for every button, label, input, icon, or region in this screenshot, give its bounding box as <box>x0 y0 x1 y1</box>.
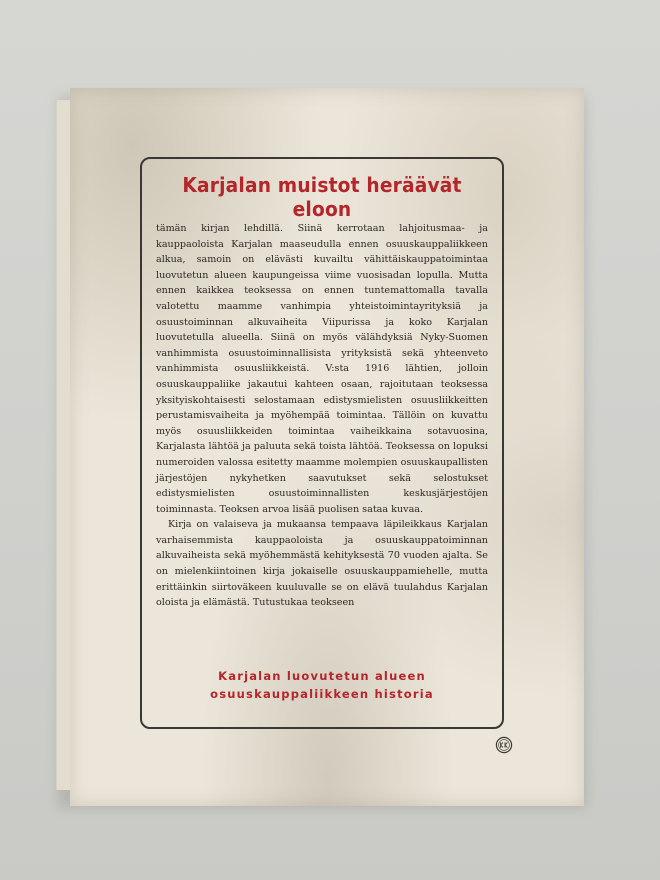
cover-blurb <box>156 221 488 611</box>
text-frame <box>140 157 504 729</box>
book-subtitle <box>142 667 502 703</box>
book-back-cover <box>70 88 584 806</box>
cover-title: Karjalan muistot heräävät eloon <box>182 173 462 221</box>
book-subtitle-line-1: Karjalan luovutetun alueen <box>218 669 426 683</box>
publisher-logo-icon <box>495 736 513 754</box>
book-subtitle-line-2: osuuskauppaliikkeen historia <box>210 687 434 701</box>
blurb-paragraph-2: Kirja on valaiseva ja mukaansa tempaava läpileikkaus Karjalan varhaisemmista kauppaoloista ja osuuskauppatoiminnan alkuvaiheista sekä myöhemmästä kehityksestä 70 vuoden ajalta. Se on mielenkiintoinen kirja jokaiselle osuuskauppamiehelle, mutta erittäinkin siirtoväkeen kuuluvalle se on elävä tuulahdus Karjalan oloista ja elämästä. Tutustukaa teokseen <box>156 519 488 609</box>
blurb-paragraph-1: tämän kirjan lehdillä. Siinä kerrotaan lahjoitusmaa- ja kauppaoloista Karjalan maaseudulla ennen osuuskauppaliikkeen alkua, samoin on elävästi kuvailtu vähittäiskauppatoimintaa luovutetun alueen kaupungeissa viime vuosisadan lopulla. Mutta ennen kaikkea teoksessa on ennen tuntemattomalla tavalla valotettu maamme vanhimpia yhteistoimintayrityksiä ja osuustoiminnan alkuvaiheita Viipurissa ja koko Karjalan luovutetulla alueella. Siinä on myös välähdyksiä Nyky-Suomen vanhimmista osuustoiminnallisista yrityksistä sekä yhteenveto vanhimmista osuusliikkeistä. V:sta 1916 lähtien, jolloin osuuskauppaliike jakautui kahteen osaan, rajoitutaan teoksessa yksityiskohtaisesti selostamaan edistysmielisten osuusliikkeitten perustamisvaiheita ja myöhempää toimintaa. Tällöin on kuvattu myös osuusliikkeiden toimintaa vaiheikkaina sotavuosina, Karjalasta lähtöä ja paluuta sekä toista lähtöä. Teoksessa on lopuksi numeroiden valossa esitetty maamme molempien osuuskaupallisten järjestöjen nykyhetken saavutukset sekä selostukset edistysmielisten osuustoiminnallisten keskusjärjestöjen toiminnasta. Teoksen arvoa lisää puolisen sataa kuvaa. <box>156 223 488 515</box>
